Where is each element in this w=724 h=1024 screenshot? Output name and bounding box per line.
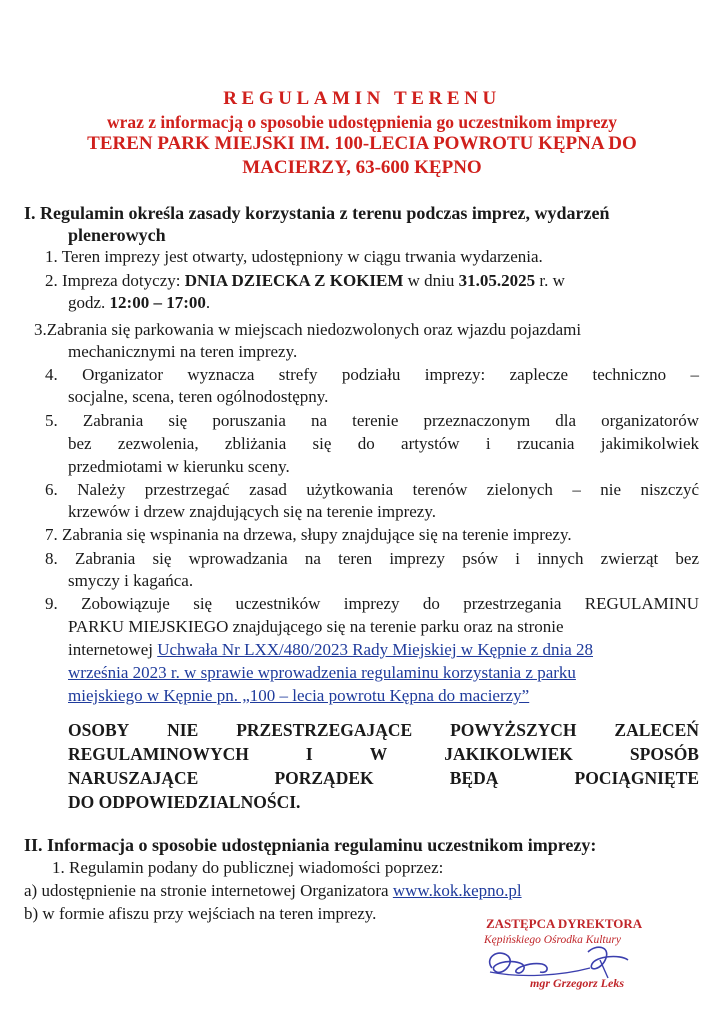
warning-word: OSOBY bbox=[68, 720, 130, 740]
document-title: REGULAMIN TERENU bbox=[223, 88, 501, 109]
warning-row-3 bbox=[68, 766, 699, 790]
event-date: 31.05.2025 bbox=[458, 271, 536, 290]
resolution-link-cont2[interactable]: miejskiego w Kępnie pn. „100 – lecia powrotu Kępna do macierzy” bbox=[68, 686, 530, 705]
section-2-heading: II. Informacja o sposobie udostępniania regulaminu uczestnikom imprezy: bbox=[24, 835, 597, 855]
warning-word: ZALECEŃ bbox=[614, 720, 699, 740]
rule-item-2-prefix: 2. Impreza dotyczy: bbox=[45, 271, 185, 290]
warning-word: POWYŻSZYCH bbox=[450, 720, 577, 740]
rule-item-7: 7. Zabrania się wspinania na drzewa, słupy znajdujące się na terenie imprezy. bbox=[45, 525, 572, 544]
rule-item-5-cont: bez zezwolenia, zbliżania się do artystów i rzucania jakimikolwiek bbox=[68, 434, 699, 453]
document-subtitle: wraz z informacją o sposobie udostępnienia go uczestnikom imprezy bbox=[106, 112, 618, 132]
warning-word: I bbox=[305, 744, 313, 764]
rule-item-5-cont2: przedmiotami w kierunku sceny. bbox=[68, 457, 290, 476]
warning-word: POCIĄGNIĘTE bbox=[574, 768, 699, 788]
resolution-link[interactable]: Uchwała Nr LXX/480/2023 Rady Miejskiej w Kępnie z dnia 28 bbox=[157, 640, 593, 659]
location-line-2: MACIERZY, 63-600 KĘPNO bbox=[242, 157, 482, 178]
rule-item-6-cont: krzewów i drzew znajdujących się na terenie imprezy. bbox=[68, 502, 436, 521]
warning-word: JAKIKOLWIEK bbox=[444, 744, 573, 764]
rule-item-6: 6. Należy przestrzegać zasad użytkowania terenów zielonych – nie niszczyć bbox=[45, 480, 699, 499]
signature-stamp bbox=[470, 916, 660, 996]
warning-word: PRZESTRZEGAJĄCE bbox=[236, 720, 413, 740]
warning-word: NARUSZAJĄCE bbox=[68, 768, 199, 788]
rule-item-2-mid: w dniu bbox=[403, 271, 459, 290]
rule-item-8: 8. Zabrania się wprowadzania na teren imprezy psów i innych zwierząt bez bbox=[45, 549, 699, 568]
section-2-item-1: 1. Regulamin podany do publicznej wiadomości poprzez: bbox=[52, 858, 444, 877]
rule-item-9-cont2 bbox=[68, 639, 593, 661]
signatory-name: mgr Grzegorz Leks bbox=[530, 976, 625, 990]
section-1-heading: I. Regulamin określa zasady korzystania z terenu podczas imprez, wydarzeń bbox=[24, 203, 610, 223]
section-2-item-b: b) w formie afiszu przy wejściach na teren imprezy. bbox=[24, 904, 377, 923]
rule-item-5: 5. Zabrania się poruszania na terenie przeznaczonym dla organizatorów bbox=[45, 411, 699, 430]
stamp-title: ZASTĘPCA DYREKTORA bbox=[486, 916, 643, 931]
rule-item-2-line2-prefix: godz. bbox=[68, 293, 110, 312]
rule-item-2-suffix: r. w bbox=[535, 271, 565, 290]
warning-row-4: DO ODPOWIEDZIALNOŚCI. bbox=[68, 792, 301, 812]
section-2-item-a-text: a) udostępnienie na stronie internetowej Organizatora bbox=[24, 881, 393, 900]
warning-row-1 bbox=[68, 718, 699, 742]
rule-item-2-cont bbox=[68, 292, 210, 314]
resolution-link-cont[interactable]: września 2023 r. w sprawie wprowadzenia regulaminu korzystania z parku bbox=[68, 663, 576, 682]
warning-word: REGULAMINOWYCH bbox=[68, 744, 249, 764]
warning-word: NIE bbox=[167, 720, 199, 740]
warning-row-2 bbox=[68, 742, 699, 766]
rule-item-2 bbox=[45, 270, 565, 292]
warning-word: BĘDĄ bbox=[449, 768, 499, 788]
rule-item-9: 9. Zobowiązuje się uczestników imprezy do przestrzegania REGULAMINU bbox=[45, 594, 699, 613]
location-line-1: TEREN PARK MIEJSKI IM. 100-LECIA POWROTU KĘPNA DO bbox=[87, 133, 637, 154]
event-name: DNIA DZIECKA Z KOKIEM bbox=[184, 271, 404, 290]
rule-item-3: 3.Zabrania się parkowania w miejscach niedozwolonych oraz wjazdu pojazdami bbox=[34, 320, 582, 339]
section-2-item-a bbox=[24, 880, 522, 902]
warning-word: PORZĄDEK bbox=[274, 768, 374, 788]
rule-item-8-cont: smyczy i kagańca. bbox=[68, 571, 194, 590]
rule-item-9-prefix: internetowej bbox=[68, 640, 158, 659]
rule-item-4-cont: socjalne, scena, teren ogólnodostępny. bbox=[68, 387, 329, 406]
rule-item-9-cont: PARKU MIEJSKIEGO znajdującego się na terenie parku oraz na stronie bbox=[68, 617, 564, 636]
rule-item-3-cont: mechanicznymi na teren imprezy. bbox=[68, 342, 298, 361]
event-time: 12:00 – 17:00 bbox=[109, 293, 206, 312]
warning-block bbox=[68, 718, 699, 814]
stamp-organization: Kępińskiego Ośrodka Kultury bbox=[484, 934, 621, 946]
rule-item-2-line2-suffix: . bbox=[205, 293, 211, 312]
section-1-heading-cont: plenerowych bbox=[68, 225, 166, 245]
organizer-website-link[interactable]: www.kok.kepno.pl bbox=[392, 881, 522, 900]
warning-word: SPOSÓB bbox=[629, 744, 699, 764]
rule-item-1: 1. Teren imprezy jest otwarty, udostępniony w ciągu trwania wydarzenia. bbox=[45, 247, 543, 266]
warning-word: W bbox=[369, 744, 388, 764]
rule-item-4: 4. Organizator wyznacza strefy podziału imprezy: zaplecze techniczno – bbox=[45, 365, 699, 384]
